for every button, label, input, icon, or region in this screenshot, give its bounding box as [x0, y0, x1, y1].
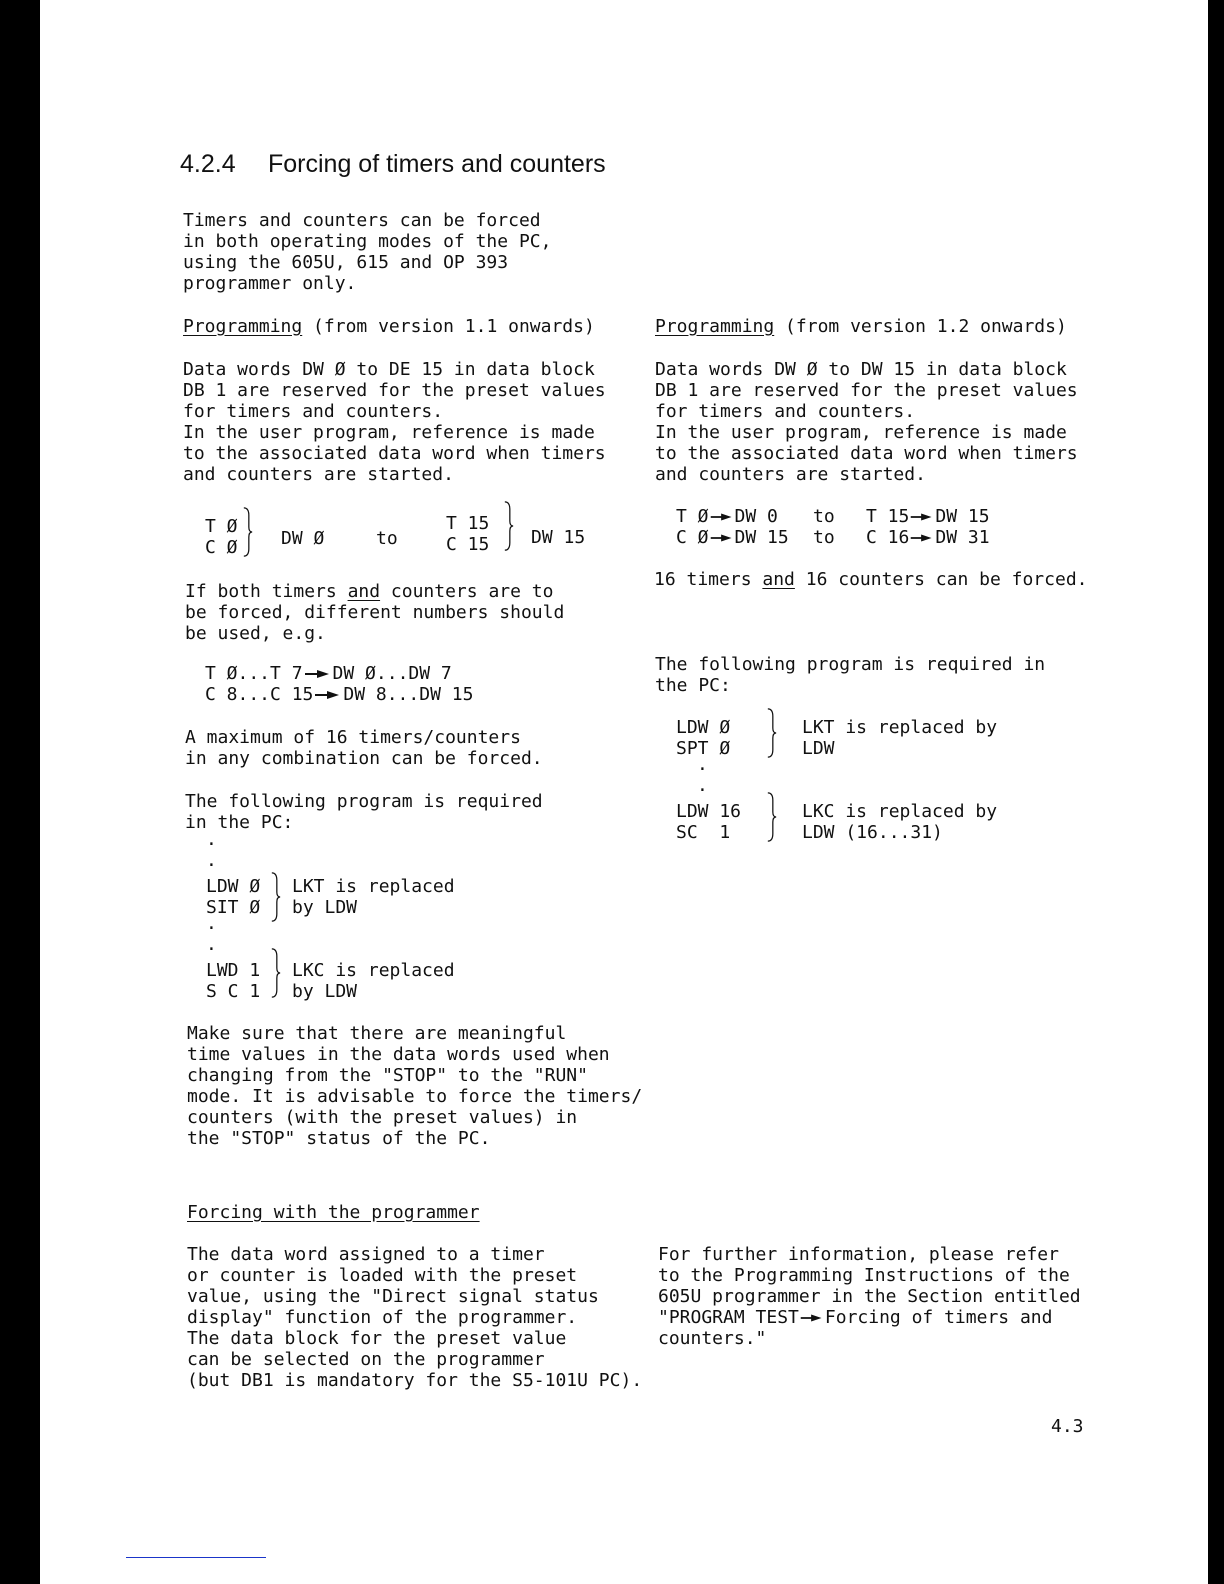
left-para-make-sure: Make sure that there are meaningful time values in the data words used when changing from the "STOP" to the "RUN" mode. It is advisable to force the timers/ counters (with the preset values) in the "STOP" status of the PC. — [187, 1023, 643, 1149]
map-dw0: DW Ø — [281, 528, 325, 549]
brace-right — [270, 872, 282, 922]
right-map-row-counters: C Ø DW 15 — [676, 527, 789, 548]
right-para-data-words: Data words DW Ø to DW 15 in data block DB 1 are reserved for the preset values for timers and counters. In the user program, reference is made to the associated data word when timers and counters are started. — [655, 359, 1078, 485]
footer-rule — [126, 1557, 266, 1558]
arrow-right-icon — [909, 534, 935, 542]
arrow-right-icon — [799, 1314, 825, 1322]
left-programming-title: Programming (from version 1.1 onwards) — [183, 316, 595, 337]
example-timers: T Ø...T 7 DW Ø...DW 7 — [205, 663, 452, 684]
brace-right — [242, 507, 254, 557]
map-t15: T 15 — [446, 513, 490, 534]
right-programming-title: Programming (from version 1.2 onwards) — [655, 316, 1067, 337]
brace-right — [766, 708, 778, 758]
right-map-row-timers-end: T 15 DW 15 — [866, 506, 990, 527]
arrow-right-icon — [313, 691, 343, 699]
section-heading — [180, 150, 606, 179]
arrow-right-icon — [909, 513, 935, 521]
left-para-both: If both timers and counters are to be forced, different numbers should be used, e.g. — [185, 581, 565, 644]
ellipsis-dots: · · — [206, 918, 217, 960]
right-map-to: to — [813, 527, 835, 548]
left-para-program: The following program is required in the PC: — [185, 791, 543, 833]
right-prog2-note: LKC is replaced by LDW (16...31) — [802, 801, 998, 843]
brace-right — [270, 948, 282, 998]
example-counters: C 8...C 15 DW 8...DW 15 — [205, 684, 474, 705]
prog1-code: LDW Ø SIT Ø — [206, 876, 261, 918]
section-number: 4.2.4 — [180, 150, 236, 178]
right-map-row-counters-end: C 16 DW 31 — [866, 527, 990, 548]
brace-right — [503, 501, 515, 551]
prog2-note: LKC is replaced by LDW — [292, 960, 455, 1002]
intro-paragraph: Timers and counters can be forced in both operating modes of the PC, using the 605U, 615 and OP 393 programmer only. — [183, 210, 552, 294]
right-map-to: to — [813, 506, 835, 527]
right-map-row-timers: T Ø DW 0 — [676, 506, 778, 527]
left-para-data-words: Data words DW Ø to DE 15 in data block DB 1 are reserved for the preset values for timers and counters. In the user program, reference is made to the associated data word when timers and counters are started. — [183, 359, 606, 485]
left-para-maximum: A maximum of 16 timers/counters in any combination can be forced. — [185, 727, 543, 769]
page-number: 4.3 — [1051, 1416, 1084, 1437]
map-dw15: DW 15 — [531, 527, 586, 548]
right-prog2-code: LDW 16 SC 1 — [676, 801, 742, 843]
prog1-note: LKT is replaced by LDW — [292, 876, 455, 918]
forcing-subheading: Forcing with the programmer — [187, 1202, 480, 1223]
ellipsis-dots: · · — [206, 834, 217, 876]
right-para-16-timers: 16 timers and 16 counters can be forced. — [654, 569, 1088, 590]
scan-border-left — [0, 0, 40, 1584]
arrow-right-icon — [709, 534, 735, 542]
prog2-code: LWD 1 S C 1 — [206, 960, 261, 1002]
ellipsis-dots: · · — [697, 759, 708, 801]
map-c15: C 15 — [446, 534, 490, 555]
right-prog1-note: LKT is replaced by LDW — [802, 717, 998, 759]
arrow-right-icon — [303, 670, 333, 678]
section-title: Forcing of timers and counters — [268, 150, 606, 178]
scan-border-right — [1208, 0, 1224, 1584]
right-prog1-code: LDW Ø SPT Ø — [676, 717, 731, 759]
right-para-further-info: For further information, please refer to the Programming Instructions of the 605U programmer in the Section entitled "PROGRAM TEST Forcing of timers and counters." — [658, 1244, 1081, 1349]
brace-right — [766, 792, 778, 842]
map-to: to — [376, 528, 398, 549]
left-para-forcing: The data word assigned to a timer or counter is loaded with the preset value, using the "Direct signal status display" function of the programmer. The data block for the preset value can be selected on the programmer (but DB1 is mandatory for the S5-101U PC). — [187, 1244, 643, 1391]
map-t0: T Ø — [205, 516, 238, 537]
map-c0: C Ø — [205, 537, 238, 558]
arrow-right-icon — [709, 513, 735, 521]
right-para-program: The following program is required in the PC: — [655, 654, 1046, 696]
